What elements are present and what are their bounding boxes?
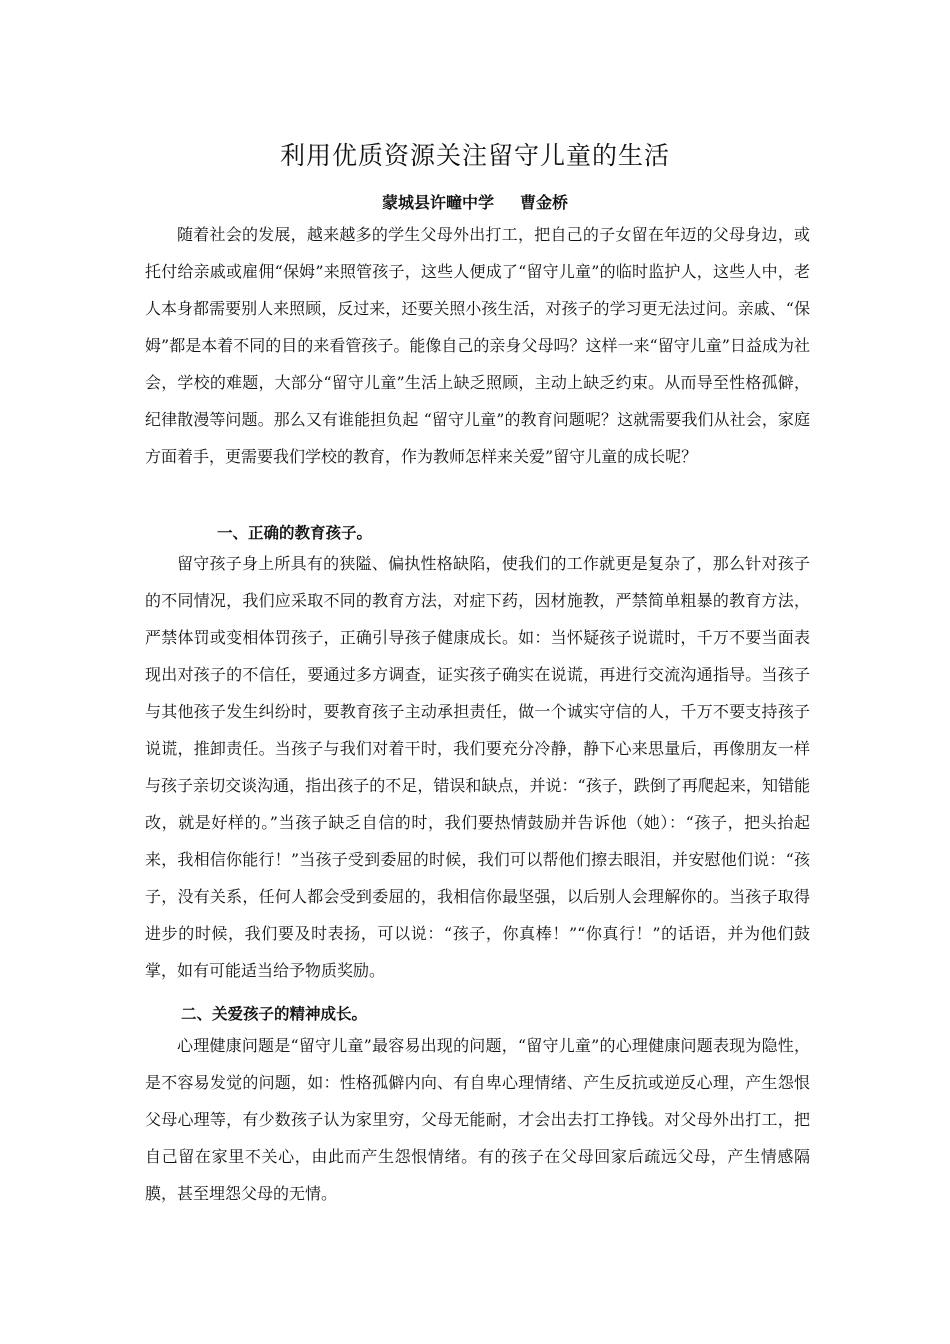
document-title: 利用优质资源关注留守儿童的生活 [279,141,670,170]
intro-paragraph: 随着社会的发展，越来越多的学生父母外出打工，把自己的子女留在年迈的父母身边，或托付给亲戚或雇佣“保姆”来照管孩子，这些人便成了“留守儿童”的临时监护人，这些人中，老人本身都需要别人来照顾，反过来，还要关照小孩生活，对孩子的学习更无法过问。亲戚、“保姆”都是本着不同的目的来看管孩子。能像自己的亲身父母吗？这样一来“留守儿童”日益成为社会，学校的难题，大部分“留守儿童”生活上缺乏照顾，主动上缺乏约束。从而导至性格孤僻，纪律散漫等问题。那么又有谁能担负起 “留守儿童”的教育问题呢？这就需要我们从社会，家庭方面着手，更需要我们学校的教育，作为教师怎样来关爱”留守儿童的成长呢？ [145,225,810,466]
section-2-paragraph: 心理健康问题是“留守儿童”最容易出现的问题，“留守儿童”的心理健康问题表现为隐性，是不容易发觉的问题，如：性格孤僻内向、有自卑心理情绪、产生反抗或逆反心理，产生怨恨父母心理等，有少数孩子认为家里穷，父母无能耐，才会出去打工挣钱。对父母外出打工，把自己留在家里不关心，由此而产生怨恨情绪。有的孩子在父母回家后疏远父母，产生情感隔膜，甚至埋怨父母的无情。 [145,1036,810,1203]
author-school: 蒙城县许疃中学 [381,193,494,212]
intro-paragraph-block [145,216,810,475]
section-2-heading: 二、关爱孩子的精神成长。 [181,1005,368,1023]
author-byline [0,190,950,213]
section-2-body-block [145,1027,810,1212]
author-name: 曹金桥 [520,193,569,212]
section-1-heading: 一、正确的教育孩子。 [217,524,373,542]
section-1-body-block [145,545,810,989]
section-1-paragraph: 留守孩子身上所具有的狭隘、偏执性格缺陷，使我们的工作就更是复杂了，那么针对孩子的不同情况，我们应采取不同的教育方法，对症下药，因材施教，严禁简单粗暴的教育方法，严禁体罚或变相体罚孩子，正确引导孩子健康成长。如：当怀疑孩子说谎时，千万不要当面表现出对孩子的不信任，要通过多方调查，证实孩子确实在说谎，再进行交流沟通指导。当孩子与其他孩子发生纠纷时，要教育孩子主动承担责任，做一个诚实守信的人，千万不要支持孩子说谎，推卸责任。当孩子与我们对着干时，我们要充分冷静，静下心来思量后，再像朋友一样与孩子亲切交谈沟通，指出孩子的不足，错误和缺点，并说：“孩子，跌倒了再爬起来，知错能改，就是好样的。”当孩子缺乏自信的时，我们要热情鼓励并告诉他（她）：“孩子，把头抬起来，我相信你能行！”当孩子受到委屈的时候，我们可以帮他们擦去眼泪，并安慰他们说：“孩子，没有关系，任何人都会受到委屈的，我相信你最坚强，以后别人会理解你的。当孩子取得进步的时候，我们要及时表扬，可以说：“孩子，你真棒！”“你真行！”的话语，并为他们鼓掌，如有可能适当给予物质奖励。 [145,554,810,980]
